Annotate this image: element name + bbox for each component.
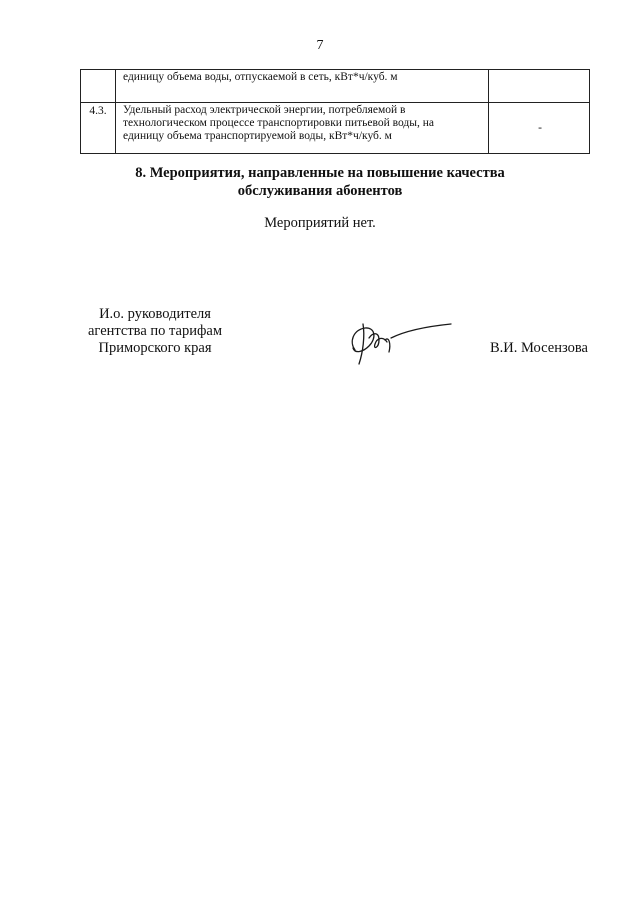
indicator-table [80, 69, 590, 154]
row-description-line: Удельный расход электрической энергии, потребляемой в [123, 104, 406, 116]
table-row [81, 103, 590, 154]
section-heading [0, 164, 640, 200]
row-number-cell: 4.3. [81, 103, 116, 154]
signatory-title [70, 306, 240, 357]
handwritten-signature [345, 318, 455, 368]
row-description-line: единицу объема транспортируемой воды, кВт*ч/куб. м [123, 130, 392, 142]
table-row [81, 70, 590, 103]
signer-name: В.И. Мосензова [490, 340, 588, 356]
row-number-cell [81, 70, 116, 103]
section-body-text: Мероприятий нет. [264, 215, 376, 231]
row-value-cell [489, 70, 590, 103]
row-description-cell [116, 103, 489, 154]
page-number: 7 [316, 38, 324, 53]
signatory-title-line: И.о. руководителя [99, 306, 211, 322]
row-description-line: единицу объема воды, отпускаемой в сеть, кВт*ч/куб. м [123, 71, 398, 83]
row-value-cell: - [489, 103, 590, 154]
signatory-title-line: агентства по тарифам [88, 323, 222, 339]
row-description-line: технологическом процессе транспортировки питьевой воды, на [123, 117, 435, 129]
row-description-cell [116, 70, 489, 103]
section-heading-line: 8. Мероприятия, направленные на повышение качества [135, 165, 505, 181]
signatory-title-line: Приморского края [98, 340, 212, 356]
section-heading-line: обслуживания абонентов [237, 183, 403, 199]
